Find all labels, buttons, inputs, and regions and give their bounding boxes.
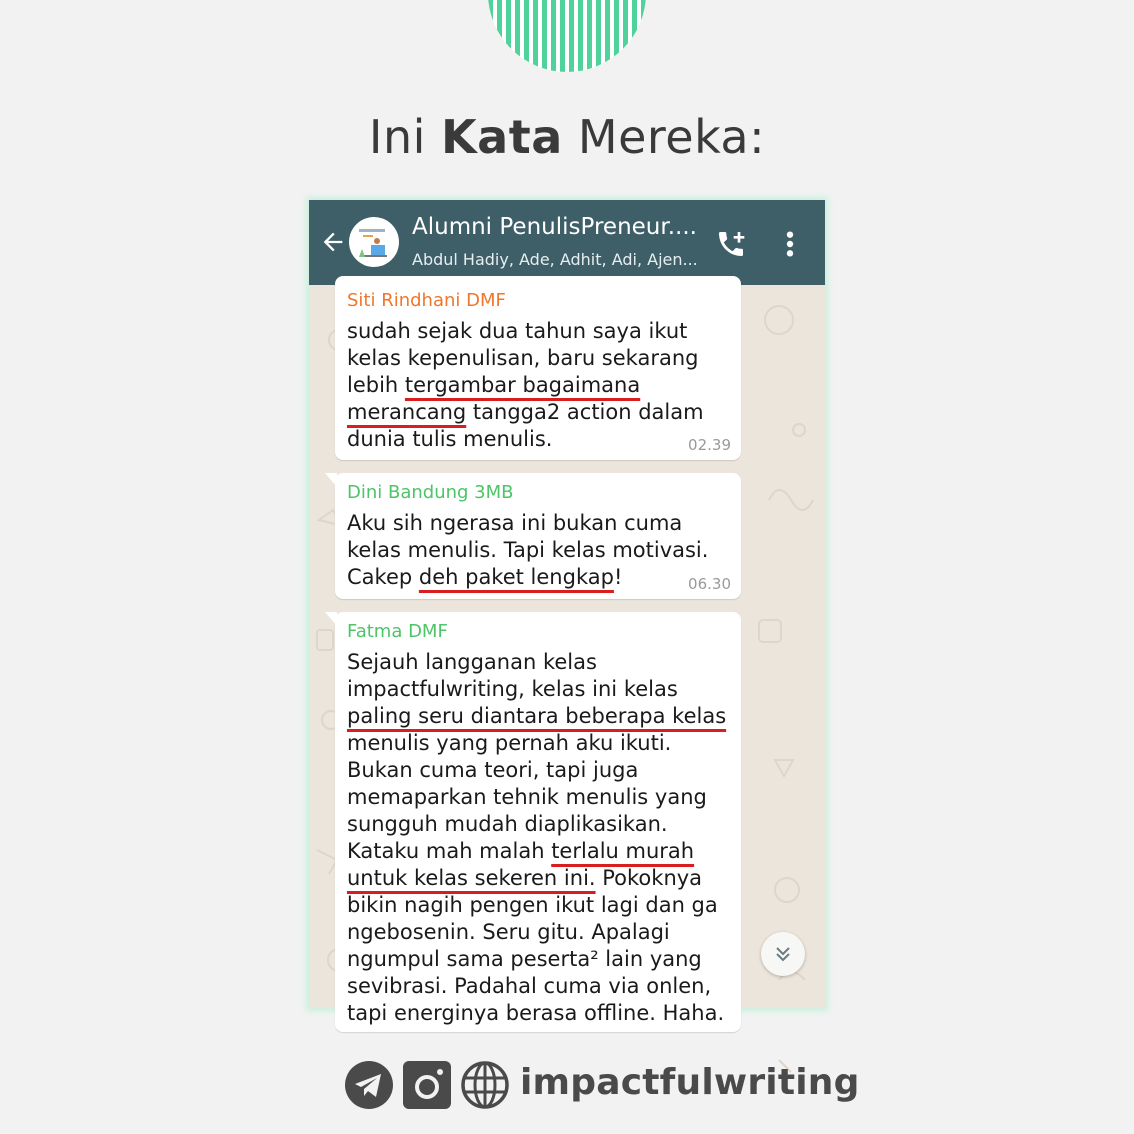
page-heading (0, 110, 1134, 164)
message-text: Aku sih ngerasa ini bukan cuma kelas menulis. Tapi kelas motivasi. Cakep deh paket lengkap! (347, 511, 709, 589)
message-text: sudah sejak dua tahun saya ikut kelas kepenulisan, baru sekarang lebih tergambar bagaimana merancang tangga2 action dalam dunia tulis menulis. (347, 319, 704, 451)
telegram-icon[interactable] (344, 1060, 394, 1110)
chat-participants[interactable]: Abdul Hadiy, Ade, Adhit, Adi, Ajen... (412, 250, 698, 269)
message-time: 06.30 (688, 575, 731, 593)
message-time: 02.39 (688, 436, 731, 454)
message-sender: Fatma DMF (347, 621, 448, 642)
chat-title[interactable]: Alumni PenulisPreneur.... (412, 214, 697, 240)
scroll-down-icon (772, 943, 794, 965)
highlighted-text: terlalu murah untuk kelas sekeren ini. (347, 839, 695, 890)
message-bubble (335, 473, 741, 599)
add-call-icon[interactable] (715, 228, 747, 260)
bubble-tail (325, 612, 337, 626)
message-text: Sejauh langganan kelas impactfulwriting, kelas ini kelas paling seru diantara beberapa kelas menulis yang pernah aku ikuti. Bukan cuma teori, tapi juga memaparkan tehnik menulis yang sungguh mudah diaplikasikan. Kataku mah malah terlalu murah untuk kelas sekeren ini. Pokoknya bikin nagih pengen ikut lagi dan ga ngebosenin. Seru gitu. Apalagi ngumpul sama peserta² lain yang sevibrasi. Padahal cuma via onlen, tapi energinya berasa offline. Haha. (347, 650, 727, 1025)
more-vert-icon[interactable] (782, 228, 798, 260)
heading-suffix: Mereka: (577, 110, 766, 164)
highlighted-text: paling seru diantara beberapa kelas (347, 704, 727, 728)
decorative-striped-circle (488, 0, 646, 72)
bubble-tail (325, 473, 337, 487)
chat-screenshot (309, 200, 825, 1025)
message-sender: Siti Rindhani DMF (347, 290, 506, 311)
highlighted-text: tergambar bagaimana merancang (347, 373, 641, 424)
back-arrow-icon[interactable] (319, 228, 347, 256)
instagram-icon[interactable] (402, 1060, 452, 1110)
chat-header (309, 200, 825, 285)
group-avatar[interactable] (349, 217, 399, 267)
message-bubble (335, 612, 741, 1032)
message-bubble (335, 276, 741, 460)
heading-prefix: Ini (368, 110, 426, 164)
brand-name: impactfulwriting (520, 1062, 860, 1103)
highlighted-text: deh paket lengkap (418, 565, 614, 589)
message-sender: Dini Bandung 3MB (347, 482, 514, 503)
scroll-down-button[interactable] (761, 932, 805, 976)
heading-bold: Kata (441, 110, 563, 164)
globe-icon[interactable] (460, 1060, 510, 1110)
